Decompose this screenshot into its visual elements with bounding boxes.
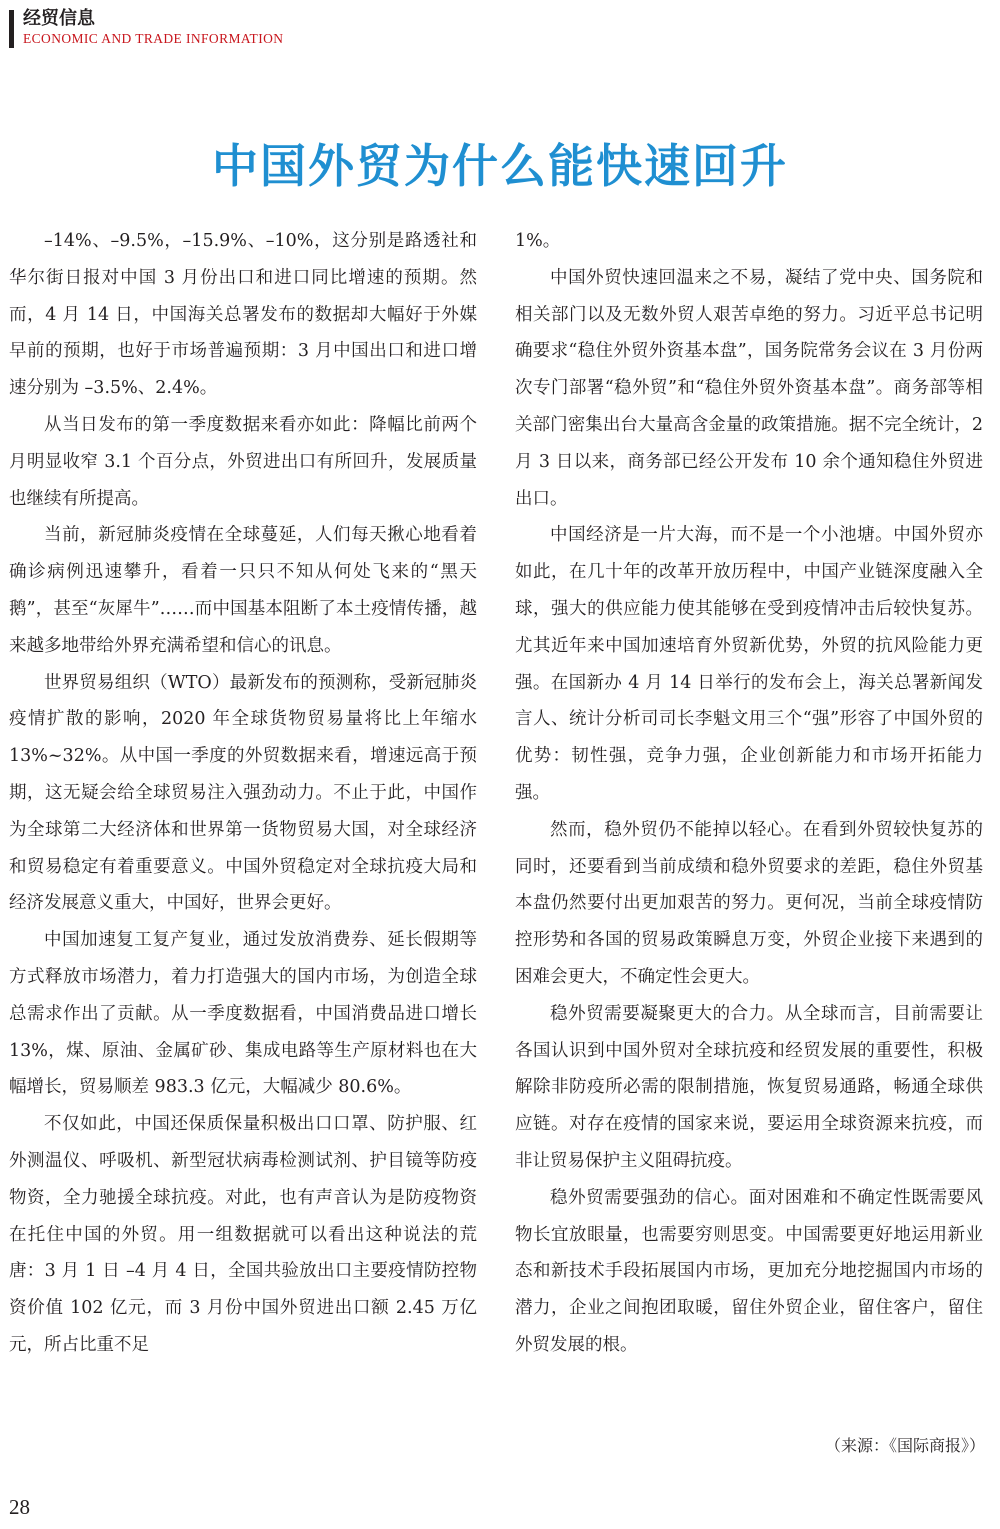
- paragraph: 然而，稳外贸仍不能掉以轻心。在看到外贸较快复苏的同时，还要看到当前成绩和稳外贸要求的差距，稳住外贸基本盘仍然要付出更加艰苦的努力。更何况，当前全球疫情防控形势和各国的贸易政策瞬息万变，外贸企业接下来遇到的困难会更大，不确定性会更大。: [515, 819, 983, 987]
- paragraph: 中国经济是一片大海，而不是一个小池塘。中国外贸亦如此，在几十年的改革开放历程中，中国产业链深度融入全球，强大的供应能力使其能够在受到疫情冲击后较快复苏。尤其近年来中国加速培育外贸新优势，外贸的抗风险能力更强。在国新办 4 月 14 日举行的发布会上，海关总署新闻发言人、统计分析司司长李魁文用三个“强”形容了中国外贸的优势：韧性强，竞争力强，企业创新能力和市场开拓能力强。: [515, 525, 983, 803]
- right-column: [515, 223, 983, 1364]
- section-title-cn: 经贸信息: [23, 8, 95, 29]
- page-number: 28: [9, 1495, 30, 1519]
- left-column: [9, 223, 477, 1364]
- section-title-en: ECONOMIC AND TRADE INFORMATION: [23, 31, 284, 46]
- paragraph: 中国加速复工复产复业，通过发放消费券、延长假期等方式释放市场潜力，着力打造强大的国内市场，为创造全球总需求作出了贡献。从一季度数据看，中国消费品进口增长 13%，煤、原油、金属矿砂、集成电路等生产原材料也在大幅增长，贸易顺差 983.3 亿元，大幅减少 80.6%。: [9, 930, 477, 1098]
- header-accent-bar: [9, 10, 14, 48]
- paragraph-continuation: 1%。: [515, 231, 561, 251]
- paragraph: 稳外贸需要强劲的信心。面对困难和不确定性既需要风物长宜放眼量，也需要穷则思变。中国需要更好地运用新业态和新技术手段拓展国内市场，更加充分地挖掘国内市场的潜力，企业之间抱团取暖，留住外贸企业，留住客户，留住外贸发展的根。: [515, 1187, 983, 1355]
- paragraph: –14%、–9.5%，–15.9%、–10%，这分别是路透社和华尔街日报对中国 3 月份出口和进口同比增速的预期。然而，4 月 14 日，中国海关总署发布的数据却大幅好于外媒早前的预期，也好于市场普遍预期：3 月中国出口和进口增速分别为 –3.5%、2.4%。: [9, 231, 477, 399]
- paragraph: 中国外贸快速回温来之不易，凝结了党中央、国务院和相关部门以及无数外贸人艰苦卓绝的努力。习近平总书记明确要求“稳住外贸外资基本盘”，国务院常务会议在 3 月份两次专门部署“稳外贸”和“稳住外贸外资基本盘”。商务部等相关部门密集出台大量高含金量的政策措施。据不完全统计，2 月 3 日以来，商务部已经公开发布 10 余个通知稳住外贸进出口。: [515, 267, 983, 509]
- article-source: （来源：《国际商报》）: [824, 1436, 985, 1455]
- article-title: 中国外贸为什么能快速回升: [212, 139, 788, 193]
- paragraph: 当前，新冠肺炎疫情在全球蔓延，人们每天揪心地看着确诊病例迅速攀升，看着一只只不知从何处飞来的“黑天鹅”，甚至“灰犀牛”……而中国基本阻断了本土疫情传播，越来越多地带给外界充满希望和信心的讯息。: [9, 525, 477, 656]
- paragraph: 从当日发布的第一季度数据来看亦如此：降幅比前两个月明显收窄 3.1 个百分点，外贸进出口有所回升，发展质量也继续有所提高。: [9, 414, 477, 509]
- paragraph: 稳外贸需要凝聚更大的合力。从全球而言，目前需要让各国认识到中国外贸对全球抗疫和经贸发展的重要性，积极解除非防疫所必需的限制措施，恢复贸易通路，畅通全球供应链。对存在疫情的国家来说，要运用全球资源来抗疫，而非让贸易保护主义阻碍抗疫。: [515, 1003, 983, 1171]
- paragraph: 世界贸易组织（WTO）最新发布的预测称，受新冠肺炎疫情扩散的影响，2020 年全球货物贸易量将比上年缩水 13%~32%。从中国一季度的外贸数据来看，增速远高于预期，这无疑会给全球贸易注入强劲动力。不止于此，中国作为全球第二大经济体和世界第一货物贸易大国，对全球经济和贸易稳定有着重要意义。中国外贸稳定对全球抗疫大局和经济发展意义重大，中国好，世界会更好。: [9, 672, 477, 914]
- paragraph: 不仅如此，中国还保质保量积极出口口罩、防护服、红外测温仪、呼吸机、新型冠状病毒检测试剂、护目镜等防疫物资，全力驰援全球抗疫。对此，也有声音认为是防疫物资在托住中国的外贸。用一组数据就可以看出这种说法的荒唐：3 月 1 日 –4 月 4 日，全国共验放出口主要疫情防控物资价值 102 亿元，而 3 月份中国外贸进出口额 2.45 万亿元，所占比重不足: [9, 1114, 477, 1355]
